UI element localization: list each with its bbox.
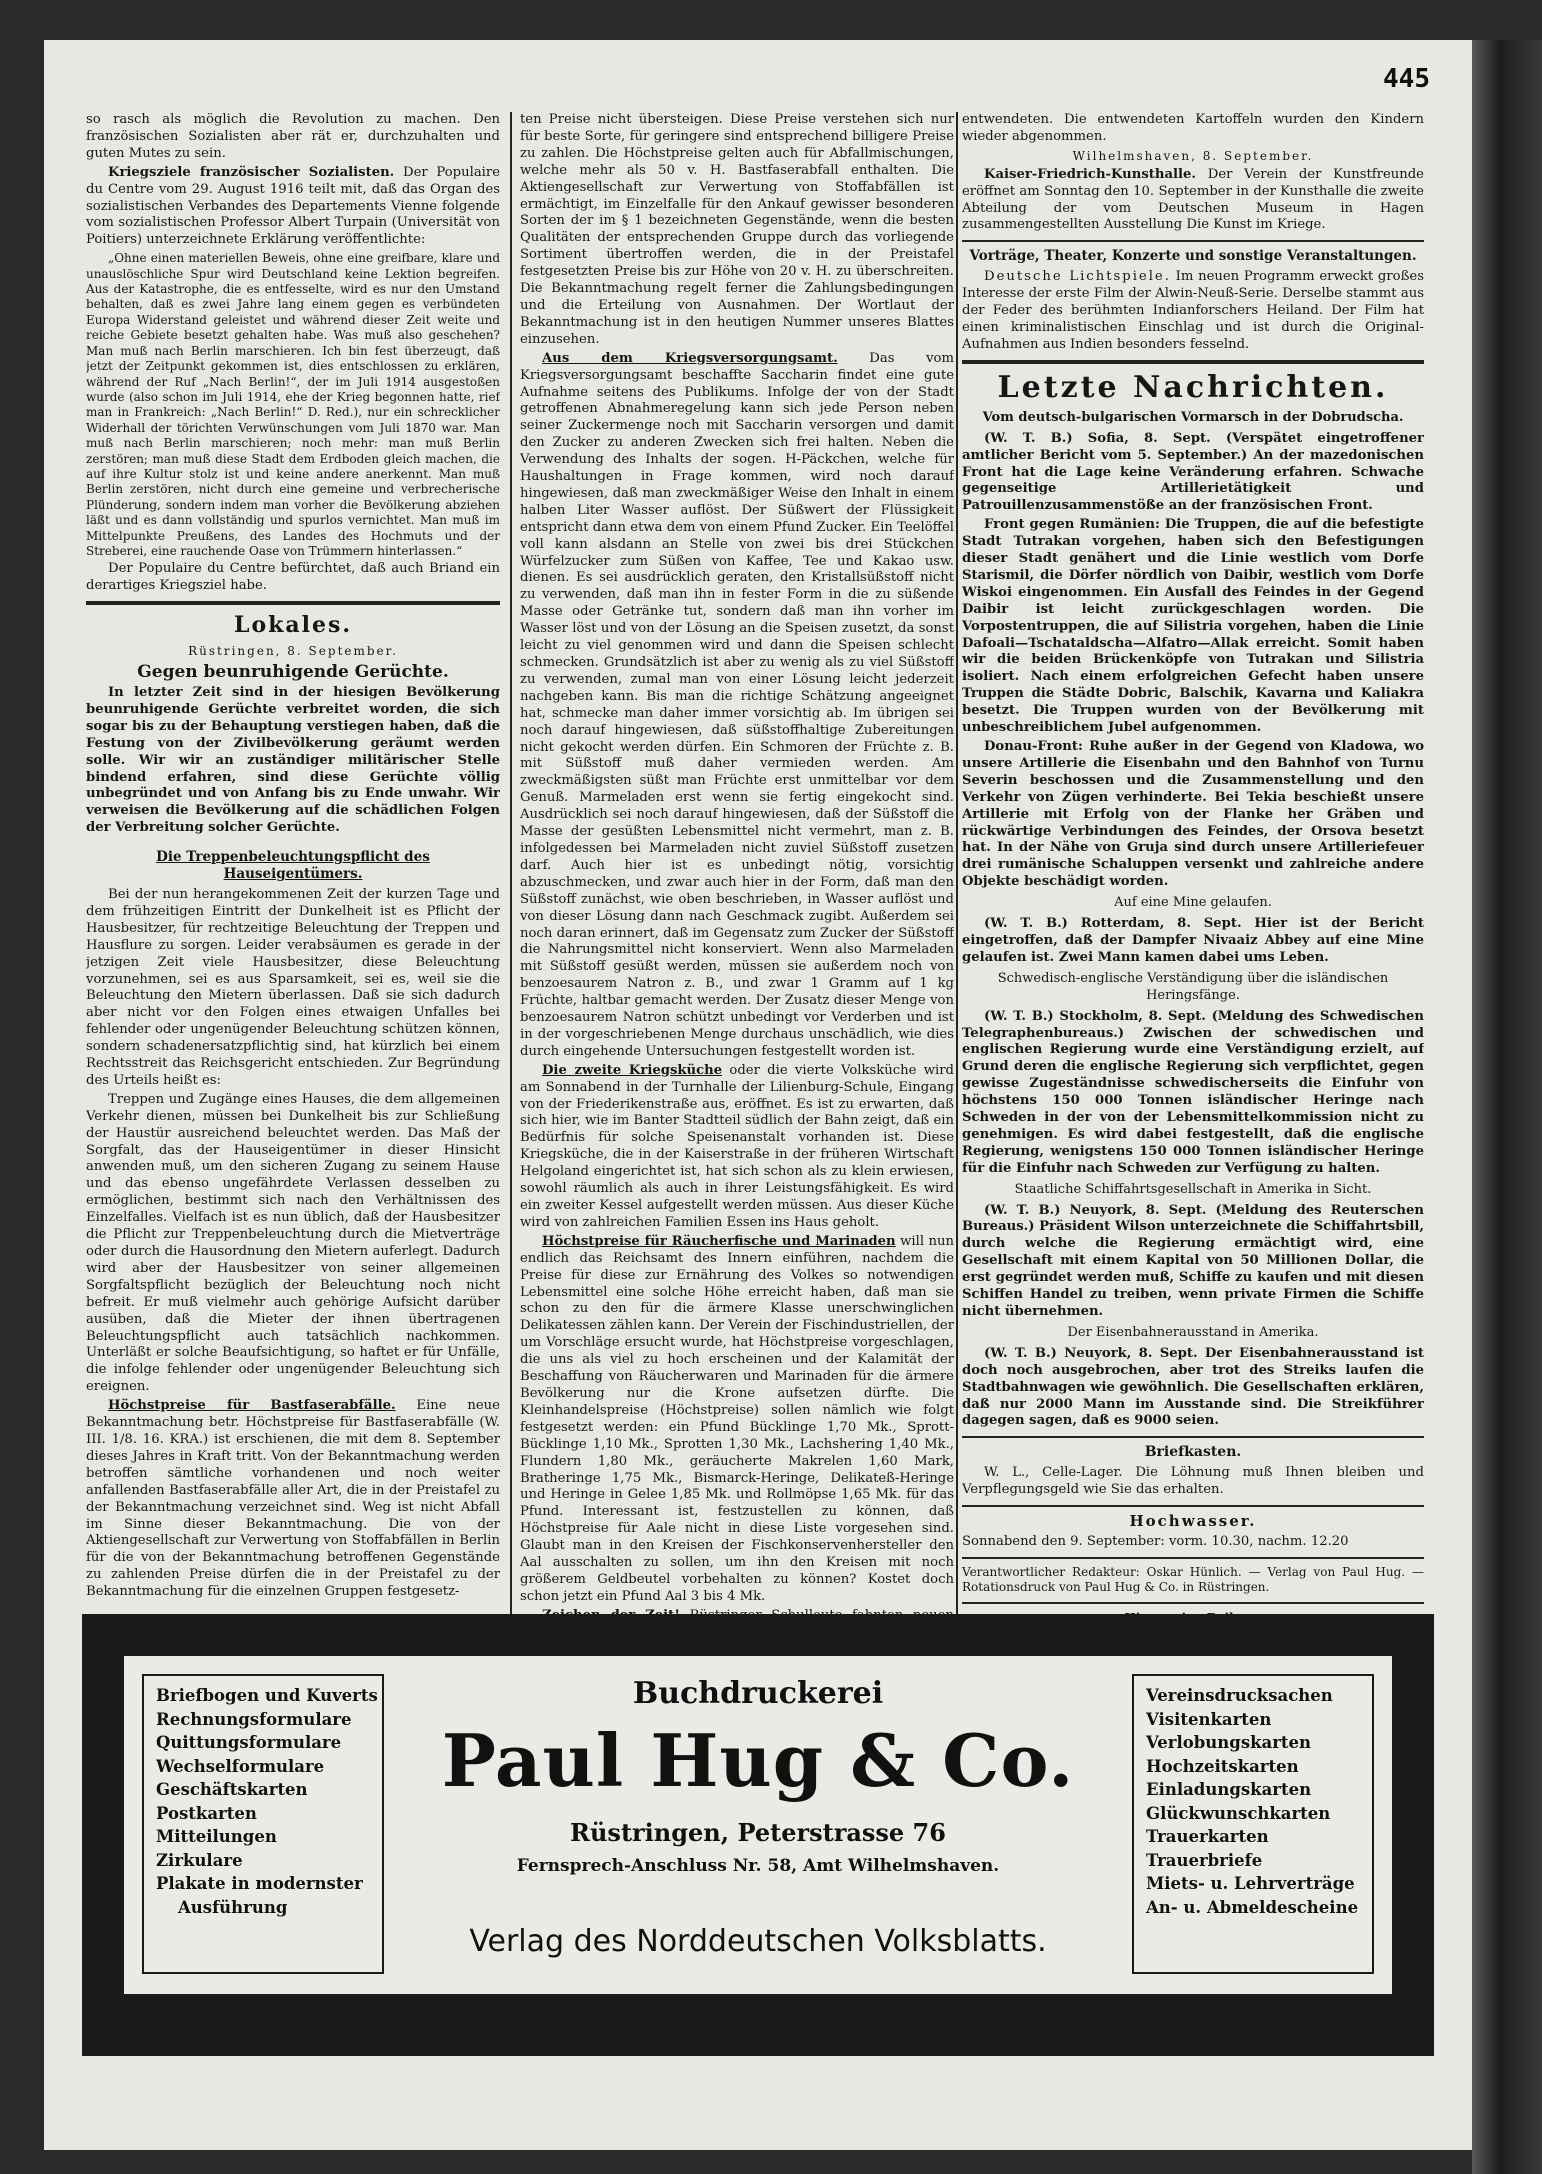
ad-list-item: Ausführung [178,1897,288,1917]
ad-list-item: Hochzeitskarten [1146,1756,1299,1776]
article-title: Aus dem Kriegsversorgungsamt. [542,350,838,366]
article-text: Höchstpreise für Bastfaserabfälle. Eine neue Bekanntmachung betr. Höchstpreise für Bastfaserabfälle (W. III. 1/8. 16. KRA.) ist erschienen, die mit dem 8. September dieses Jahres in Kraft tritt. Von der Bekanntmachung werden betroffen sämtliche vorhandenen und noch weiter anfallenden Bastfaserabfälle aller Art, die in der Preistafel zu der Bekanntmachung verzeichnet sind. Weg ist nicht Abfall im Sinne dieser Bekanntmachung. Die von der Aktiengesellschaft zur Verwertung von Stoffabfällen in Berlin für die von der Bekanntmachung betroffenen Gegenstände zu zahlenden Preise dürfen die in der Preistafel zu der Bekanntmachung für die einzelnen Gruppen festgesetz- [86,1398,500,1600]
ad-services-right [1132,1674,1374,1974]
article-text: In letzter Zeit sind in der hiesigen Bevölkerung beunruhigende Gerüchte verbreitet worden, die sich sogar bis zu der Behauptung verstiegen haben, daß die Festung von der Zivilbevölkerung geräumt werden solle. Wir wir an zuständiger militärischer Stelle bindend erfahren, sind diese Gerüchte völlig unbegründet und von Anfang bis zu Ende unwahr. Wir verweisen die Bevölkerung auf die schädlichen Folgen der Verbreitung solcher Gerüchte. [86,685,500,836]
headline: Vom deutsch-bulgarischen Vormarsch in der Dobrudscha. [982,409,1404,425]
article-text: Bei der nun herangekommenen Zeit der kurzen Tage und dem frühzeitigen Eintritt der Dunkelheit ist es Pflicht der Hausbesitzer, für rechtzeitige Beleuchtung der Treppen und Hausflure zu sorgen. Leider verabsäumen es gerade in der jetzigen Zeit viele Hausbesitzer, diese Beleuchtung vorzunehmen, sei es aus Sparsamkeit, sei es, weil sie die Beleuchtung den Mietern überlassen. Daß sie sich dadurch aber nicht vor den Folgen eines etwaigen Unfalles bei fehlender oder ungenügender Beleuchtung schützen können, sondern schadenersatzpflichtig sind, hat kürzlich bei einem Rechtsstreit das Reichsgericht entschieden. Zur Begründung des Urteils heißt es: [86,886,500,1088]
divider [962,1602,1424,1604]
tide-times: Sonnabend den 9. September: vorm. 10.30, nachm. 12.20 [962,1533,1349,1549]
ad-publisher: Verlag des Norddeutschen Volksblatts. [469,1924,1047,1959]
book-binding-edge [1472,40,1542,2174]
ad-list-item: Trauerkarten [1146,1827,1269,1846]
article-title: Kriegsziele französischer Sozialisten. [108,164,395,180]
page-number: 445 [1383,64,1430,94]
divider [962,360,1424,364]
article-title: Höchstpreise für Räucherfische und Marinaden [542,1233,896,1249]
ad-services-left [142,1674,384,1974]
article-text: Front gegen Rumänien: Die Truppen, die auf die befestigte Stadt Tutrakan vorgehen, haben sich den Befestigungen dieser Stadt genähert und die Linie westlich vom Dorfe Starismil, die Dörfer nördlich von Daibir, westlich vom Dorfe Wiskoi eingenommen. Ein Ausfall des Feindes in der Gegend Daibir ist leicht zurückgeschlagen worden. Die Vorpostentruppen, die auf Silistria vorgehen, haben die Linie Dafoali—Tschataldscha—Alfatro—Allak erreicht. Somit haben wir die beiden Brückenköpfe von Tutrakan und Silistria isoliert. Nach einem erfolgreichen Gefecht haben unsere Truppen die Städte Dobric, Balschik, Kavarna und Kaliakra besetzt. Die Truppen wurden von der Bevölkerung mit unbeschreiblichem Jubel aufgenommen. [962,517,1424,736]
ad-list-item: Glückwunschkarten [1146,1803,1331,1823]
ad-list-item: Wechselformulare [156,1756,325,1776]
article-text: Kaiser-Friedrich-Kunsthalle. Der Verein der Kunstfreunde eröffnet am Sonntag den 10. September in der Kunsthalle die zweite Abteilung der vom Deutschen Museum in Hagen zusammengestellten Ausstellung Die Kunst im Kriege. [962,166,1424,233]
ad-list-item: Mitteilungen [156,1827,277,1846]
column-rule [956,112,958,1632]
ad-list-item: Trauerbriefe [1146,1850,1263,1870]
ad-list-item: Einladungskarten [1146,1780,1312,1799]
ad-address: Rüstringen, Peterstrasse 76 [570,1818,946,1847]
divider [962,1436,1424,1438]
newspaper-page [44,40,1472,2150]
ad-firm-name: Paul Hug & Co. [441,1718,1075,1803]
dateline: Rüstringen, 8. September. [188,644,398,659]
ad-list-item: Geschäftskarten [156,1780,308,1799]
article-title: Deutsche Lichtspiele. [984,269,1171,285]
article-text: Donau-Front: Ruhe außer in der Gegend von Kladowa, wo unsere Artillerie die Eisenbahn und den Bahnhof von Turnu Severin beschossen und die Zusammenstellung und den Verkehr von Zügen verhinderte. Bei Tekia beschießt unsere Artillerie mit Erfolg von der Flanke her Gräben und rückwärtige Verbindungen des Feindes, der Orsova besetzt hat. In der Nähe von Gruja sind durch unsere Artilleriefeuer drei rumänische Schaluppen versenkt und zahlreiche andere Objekte beschädigt worden. [962,739,1424,890]
article-text: entwendeten. Die entwendeten Kartoffeln wurden den Kindern wieder abgenommen. [962,112,1424,144]
article-text: (W. T. B.) Neuyork, 8. Sept. Der Eisenbahnerausstand ist doch noch ausgebrochen, aber trot des Streiks laufen die Stadtbahnwagen wie gewöhnlich. Die Gesellschaften erklären, daß nur 2000 Mann im Ausstande sind. Die Streikführer dagegen sagen, daß es 9000 seien. [962,1345,1424,1429]
article-text: (W. T. B.) Sofia, 8. Sept. (Verspätet eingetroffener amtlicher Bericht vom 5. September.) An der mazedonischen Front hat die Lage keine Veränderung erfahren. Schwache gegenseitige Artillerietätigkeit und Patrouillenzusammenstöße an der französischen Front. [962,430,1424,514]
ad-list-item: Rechnungsformulare [156,1709,352,1729]
article-text: Treppen und Zugänge eines Hauses, die dem allgemeinen Verkehr dienen, müssen bei Dunkelheit bis zur Schließung der Haustür ausreichend beleuchtet werden. Das Maß der Sorgfalt, das der Hauseigentümer in dieser Hinsicht anwenden muß, um den sicheren Zugang zu seinem Hause und das ebenso ungefährdete Verlassen desselben zu ermöglichen, bestimmt sich nach den Verhältnissen des Einzelfalles. Vielfach ist es nun üblich, daß der Hausbesitzer die Pflicht zur Treppenbeleuchtung durch die Mietverträge oder durch die Hausordnung den Mietern auferlegt. Dadurch wird aber der Hausbesitzer von seiner allgemeinen Sorgfaltspflicht bezüglich der Beleuchtung noch nicht befreit. Er muß vielmehr auch gehörige Aufsicht darüber ausüben, daß die Mieter der ihnen übertragenen Beleuchtungspflicht auch tatsächlich nachkommen. Unterläßt er solche Beaufsichtigung, so haftet er für Unfälle, die infolge fehlender oder ungenügender Beleuchtung sich ereignen. [86,1091,500,1395]
ad-list-item: Vereinsdrucksachen [1146,1686,1333,1705]
column-2 [520,112,954,1642]
article-text: so rasch als möglich die Revolution zu machen. Den französischen Sozialisten aber rät er, durchzuhalten und guten Mutes zu sein. [86,112,500,161]
headline: Schwedisch-englische Verständigung über die isländischen Heringsfänge. [997,970,1389,1003]
ad-list-item: Postkarten [156,1803,257,1823]
article-title: Die zweite Kriegsküche [542,1062,723,1078]
headline: Der Eisenbahnerausstand in Amerika. [1067,1324,1319,1340]
article-text: (W. T. B.) Neuyork, 8. Sept. (Meldung des Reuterschen Bureaus.) Präsident Wilson unterzeichnete die Schiffahrtsbill, durch welche die Regierung ermächtigt wird, eine Gesellschaft mit einem Kapital von 50 Millionen Dollar, die erst gegründet werden muß, Schiffe zu kaufen und mit diesen Schiffen Handel zu treiben, wenn private Firmen die Schiffe nicht übernehmen. [962,1202,1424,1319]
headline: Briefkasten. [1144,1444,1242,1461]
article-text: Höchstpreise für Räucherfische und Marinaden will nun endlich das Reichsamt des Innern einführen, nachdem die Preise für diese zur Ernährung des Volkes so notwendigen Lebensmittel eine solche Höhe erreicht haben, daß man sie schon zu den für die ärmere Klasse unerschwinglichen Delikatessen zählen kann. Der Verein der Fischindustriellen, der um Vorschläge ersucht wurde, hat Höchstpreise vorgeschlagen, die uns als viel zu hoch erscheinen und der Kalamität der Beschaffung von Räucherwaren und Marinaden für die ärmere Bevölkerung nur die Krone aufsetzen dürfte. Die Kleinhandelspreise (Höchstpreise) sollen nämlich wie folgt festgesetzt werden: ein Pfund Bücklinge 1,70 Mk., Sprott-Bücklinge 1,10 Mk., Sprotten 1,30 Mk., Lachshering 1,40 Mk., Flundern 1,80 Mk., geräucherte Makrelen 1,60 Mark, Bratheringe 1,75 Mk., Bismarck-Heringe, Delikateß-Heringe und Heringe in Gelee 1,85 Mk. und Rollmöpse 1,65 Mk. für das Pfund. Interessant ist, festzustellen zu können, daß Höchstpreise für Aale nicht in diese Liste vorgesehen sind. Glaubt man in den Kreisen der Fischkonservenhersteller den Aal ausschalten zu sollen, um ihn den Kreisen mit noch größerem Geldbeutel vorbehalten zu können? Kostet doch schon jetzt ein Pfund Aal 3 bis 4 Mk. [520,1233,954,1604]
headline: Hochwasser. [1129,1512,1257,1531]
column-1 [86,112,500,1642]
column-rule [510,112,512,1632]
article-text: Kriegsziele französischer Sozialisten. Der Populaire du Centre vom 29. August 1916 teilt mit, daß das Organ des sozialistischen Verbandes des Departements Vienne folgende vom sozialistischen Professor Albert Turpain (Universität von Poitiers) unterzeichnete Erklärung veröffentlichte: [86,164,500,248]
divider [86,601,500,605]
article-text: Die zweite Kriegsküche oder die vierte Volksküche wird am Sonnabend in der Turnhalle der Lilienburg-Schule, Eingang von der Friederikenstraße aus, eröffnet. Es ist zu erwarten, daß sich hier, wie im Banter Stadtteil südlich der Bahn zeigt, daß ein Bedürfnis für solche Speisenanstalt vorhanden ist. Diese Kriegsküche, die in der Kaiserstraße in der früheren Wirtschaft Helgoland eingerichtet ist, hat sich schon als zu klein erwiesen, sowohl räumlich als auch in ihrer Leistungsfähigkeit. Es wird ein zweiter Kessel aufgestellt werden müssen. Aus dieser Küche wird von zahlreichen Familien Essen ins Haus geholt. [520,1062,954,1230]
article-title: Höchstpreise für Bastfaserabfälle. [108,1398,396,1414]
divider [962,240,1424,242]
headline: Vorträge, Theater, Konzerte und sonstige Veranstaltungen. [969,248,1417,265]
advertisement-panel [124,1656,1392,1994]
article-text: (W. T. B.) Stockholm, 8. Sept. (Meldung des Schwedischen Telegraphenbureaus.) Zwischen der schwedischen und englischen Regierung wurde eine Verständigung erzielt, auf Grund deren die englische Regierung sich verpflichtet, gegen gewisse Zugeständnisse schwedischerseits die Einfuhr von höchstens 150 000 Tonnen isländischer Heringe nach Schweden in der von der Lebensmittelkommission nicht zu genehmigen. Es wird dabei festgestellt, daß die englische Regierung, wenigstens 150 000 Tonnen isländischer Heringe für die Einfuhr nach Schweden zur Verfügung zu halten. [962,1008,1424,1176]
article-text: (W. T. B.) Rotterdam, 8. Sept. Hier ist der Bericht eingetroffen, daß der Dampfer Nivaaiz Abbey auf eine Mine gelaufen ist. Zwei Mann kamen dabei ums Leben. [962,916,1424,965]
headline: Auf eine Mine gelaufen. [1114,895,1272,911]
headline: Staatliche Schiffahrtsgesellschaft in Amerika in Sicht. [1014,1181,1372,1197]
ad-list-item: Visitenkarten [1146,1709,1272,1729]
section-heading: Letzte Nachrichten. [997,369,1389,405]
article-text: Aus dem Kriegsversorgungsamt. Das vom Kriegsversorgungsamt beschaffte Saccharin findet eine gute Aufnahme seitens des Publikums. Infolge der von der Stadt getroffenen Abnahmeregelung kann sich jede Person neben seiner Zuckermenge noch mit Saccharin versorgen und damit den Zucker zu anderen Zwecken sich frei halten. Neben die Verwendung des Inhalts der sogen. H-Päckchen, welche für Haushaltungen in Frage kommen, wird noch darauf hingewiesen, daß man zweckmäßiger Weise den Inhalt in einem halben Liter Wasser auflöst. Der Süßwert der Flüssigkeit entspricht dann etwa dem von einem Pfund Zucker. Ein Teelöffel voll kann alsdann an Stelle von zwei bis drei Stückchen Würfelzucker zum Süßen von Kaffee, Tee und Kakao usw. dienen. Es sei ausdrücklich geraten, den Kristallsüßstoff nicht zu verwenden, daß man ihn in fester Form in die zu süßende Masse oder Getränke tut, sondern daß man ihn vorher im Wasser löst und von der Lösung an die Speisen zusetzt, da sonst leicht zu viel genommen wird und dann die Speisen schlecht schmecken. Grundsätzlich ist aber zu wenig als zu viel Süßstoff zu verwenden, zumal man von einer Lösung leicht jederzeit nachgeben kann. Bis man die richtige Schätzung angeeignet hat, schmecke man daher immer vorsichtig ab. Im übrigen sei noch darauf hingewiesen, daß süßstoffhaltige Zubereitungen nicht gekocht werden dürfen. Ein Schmoren der Früchte z. B. mit Süßstoff muß daher vermieden werden. Am zweckmäßigsten süßt man Früchte erst unmittelbar vor dem Genuß. Marmeladen erst wenn sie fertig eingekocht sind. Ausdrücklich sei noch darauf hingewiesen, daß der Süßstoff die Masse der gesüßten Lebensmittel nicht vermehrt, man z. B. infolgedessen bei Marmeladen nicht zuviel Süßstoff zusetzen darf. Auch hier ist es unbedingt nötig, vorsichtig abzuschmecken, und zwar auch hier in der Form, daß man den Süßstoff zunächst, wie oben beschrieben, in Wasser auflöst und von dieser Lösung dann nach Geschmack zugibt. Außerdem sei noch daran erinnert, daß im Gegensatz zum Zucker der Süßstoff die Nahrungsmittel nicht konserviert. Wenn also Marmeladen mit Süßstoff gesüßt werden, müssen sie außerdem noch von benzoesaurem Natron z. B., und zwar 1 Gramm auf 1 kg Früchte, haltbar gemacht werden. Der Zusatz dieser Menge von benzoesaurem Natron schützt unbedingt vor Verderben und ist in der vorgeschriebenen Menge durchaus unschädlich, wie dies durch eingehende Untersuchungen festgestellt worden ist. [520,350,954,1059]
headline: Die Treppenbeleuchtungspflicht des Hauseigentümers. [156,849,430,883]
ad-list-item: Miets- u. Lehrverträge [1146,1874,1355,1893]
ad-phone: Fernsprech-Anschluss Nr. 58, Amt Wilhelmshaven. [516,1856,1000,1876]
column-3 [962,112,1424,1642]
dateline: Wilhelmshaven, 8. September. [1072,148,1314,163]
ad-list-item: An- u. Abmeldescheine [1146,1897,1359,1917]
article-text: W. L., Celle-Lager. Die Löhnung muß Ihnen bleiben und Verpflegungsgeld wie Sie das erhalten. [962,1465,1424,1498]
ad-kicker: Buchdruckerei [632,1676,884,1711]
ad-list-item: Verlobungskarten [1146,1733,1312,1752]
article-text: ten Preise nicht übersteigen. Diese Preise verstehen sich nur für beste Sorte, für geringere sind entsprechend billigere Preise zu zahlen. Die Höchstpreise gelten auch für Abfallmischungen, welche mehr als 50 v. H. Bastfaserabfall enthalten. Die Aktiengesellschaft zur Verwertung von Stoffabfällen ist ermächtigt, im Einzelfalle für den Ankauf gewisser besonderen Sorten der im § 1 bezeichneten Gegenstände, wenn die besten Qualitäten der entsprechenden Gruppe durch das vorliegende Sortiment übertroffen werden, die in der Preistafel festgesetzten Preise bis zur Höhe von 20 v. H. zu überschreiten. Die Bekanntmachung regelt ferner die Zahlungsbedingungen und die Erteilung von Ausnahmen. Der Wortlaut der Bekanntmachung ist in den heutigen Nummer unseres Blattes einzusehen. [520,112,954,347]
section-heading: Lokales. [233,612,353,639]
ad-center [404,1656,1112,1994]
article-title: Kaiser-Friedrich-Kunsthalle. [984,166,1196,182]
quote: „Ohne einen materiellen Beweis, ohne eine greifbare, klare und unauslöschliche Spur wird Deutschland keine Lektion begreifen. Aus der Katastrophe, die es entfesselte, wird es nur den Umstand behalten, daß es zwei Jahre lang einem gegen es verbündeten Europa Widerstand geleistet und während dieser Zeit weite und reiche Gebiete besetzt gehalten habe. Was muß also geschehen? Man muß nach Berlin marschieren. Ich bin fest überzeugt, daß jetzt der Zeitpunkt gekommen ist, dies entschlossen zu erklären, während der Ruf „Nach Berlin!“, der im Juli 1914 ausgestoßen wurde (also schon im Juli 1914, ehe der Krieg begonnen hatte, rief man in Frankreich: „Nach Berlin!“ D. Red.), nur ein schrecklicher Widerhall der törichten Verwünschungen vom Juli 1870 war. Man muß nach Berlin marschieren; noch mehr: man muß Berlin zerstören; man muß diese Stadt dem Erdboden gleich machen, die auf ihre Kultur stolz ist und keine andere anerkennt. Man muß Berlin zerstören, nicht durch eine gemeine und verbrecherische Plünderung, sondern indem man vorher die Bevölkerung abziehen läßt und es dann vollständig und spurlos vernichtet. Man muß im Mittelpunkte Preußens, des Landes des Hochmuts und der Streberei, eine rauchende Oase von Trümmern hinterlassen.“ [86,251,500,558]
advertisement [82,1614,1434,2056]
ad-list-item: Quittungsformulare [156,1733,342,1752]
divider [962,1505,1424,1507]
ad-list-item: Plakate in modernster [156,1874,363,1893]
article-text: Deutsche Lichtspiele. Im neuen Programm erweckt großes Interesse der erste Film der Alwin-Neuß-Serie. Derselbe stammt aus der Feder des berühmten Indianforschers Heiland. Der Film hat einen kriminalistischen Einschlag und ist durch die Original-Aufnahmen aus Indien besonders fesselnd. [962,269,1424,352]
ad-list-item: Zirkulare [156,1850,243,1870]
article-text: Der Populaire du Centre befürchtet, daß auch Briand ein derartiges Kriegsziel habe. [86,561,500,594]
imprint: Verantwortlicher Redakteur: Oskar Hünlich. — Verlag von Paul Hug. — Rotationsdruck von Paul Hug & Co. in Rüstringen. [962,1564,1424,1595]
headline: Gegen beunruhigende Gerüchte. [137,662,449,683]
divider [962,1557,1424,1559]
ad-list-item: Briefbogen und Kuverts [156,1686,378,1705]
